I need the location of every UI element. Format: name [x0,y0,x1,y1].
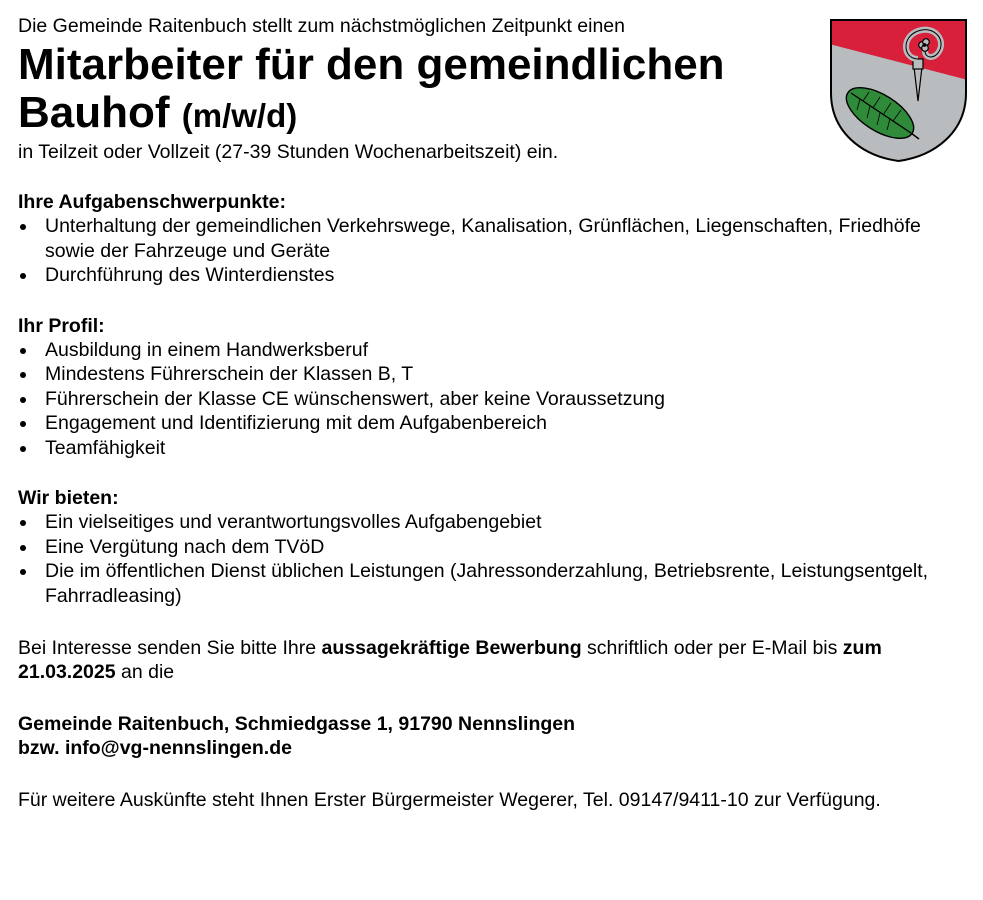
list-item: Die im öffentlichen Dienst üblichen Leistungen (Jahressonderzahlung, Betriebsrente, Leistungsentgelt, Fahrradleasing) [18,559,968,608]
profile-heading: Ihr Profil: [18,314,105,337]
list-item: Teamfähigkeit [18,436,968,461]
profile-list [18,338,968,461]
list-item: Eine Vergütung nach dem TVöD [18,535,968,560]
list-item: Durchführung des Winterdienstes [18,263,968,288]
working-hours-text: in Teilzeit oder Vollzeit (27-39 Stunden Wochenarbeitszeit) ein. [18,141,559,163]
postal-address: Gemeinde Raitenbuch, Schmiedgasse 1, 91790 Nennslingen [18,713,576,735]
info-contact-text: Für weitere Auskünfte steht Ihnen Erster Bürgermeister Wegerer, Tel. 09147/9411-10 zur Verfügung. [18,789,881,811]
job-title [18,41,818,140]
job-title-main: Mitarbeiter für den gemeindlichen Bauhof [18,40,725,137]
list-item: Mindestens Führerschein der Klassen B, T [18,362,968,387]
contact-block [18,712,968,760]
tasks-heading: Ihre Aufgabenschwerpunkte: [18,191,286,213]
list-item: Unterhaltung der gemeindlichen Verkehrswege, Kanalisation, Grünflächen, Liegenschaften, Friedhöfe sowie der Fahrzeuge und Geräte [18,214,968,263]
job-title-suffix: (m/w/d) [181,97,298,134]
offer-list [18,510,968,608]
tasks-list [18,214,968,288]
application-text-3: an die [115,661,175,683]
list-item: Führerschein der Klasse CE wünschenswert, aber keine Voraussetzung [18,387,968,412]
intro-text: Die Gemeinde Raitenbuch stellt zum nächstmöglichen Zeitpunkt einen [18,15,625,37]
email-line[interactable]: bzw. info@vg-nennslingen.de [18,737,292,759]
list-item: Ausbildung in einem Handwerksberuf [18,338,968,363]
application-text-2: schriftlich oder per E-Mail bis [581,637,843,659]
offer-heading: Wir bieten: [18,487,119,509]
application-text-1: Bei Interesse senden Sie bitte Ihre [18,637,322,659]
application-emphasis-1: aussagekräftige Bewerbung [321,637,582,659]
coat-of-arms-icon [825,15,972,163]
application-instructions [18,636,968,684]
list-item: Ein vielseitiges und verantwortungsvolles Aufgabengebiet [18,510,968,535]
list-item: Engagement und Identifizierung mit dem Aufgabenbereich [18,411,968,436]
application-deadline: zum 21.03.2025 [18,637,882,683]
